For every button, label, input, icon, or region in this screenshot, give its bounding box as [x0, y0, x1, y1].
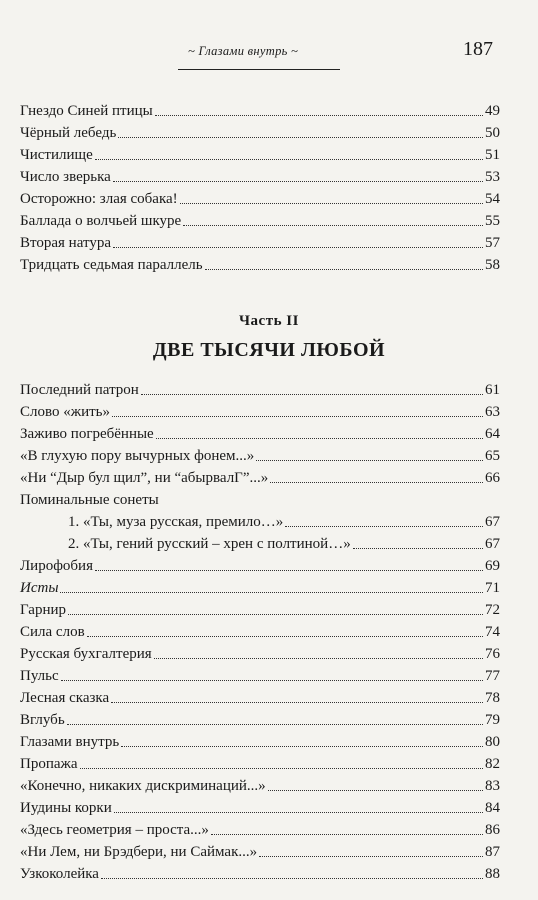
toc-entry — [20, 120, 500, 142]
entry-page: 82 — [485, 756, 500, 772]
entry-title: 1. «Ты, муза русская, премило…» — [68, 514, 284, 530]
toc-entry — [20, 707, 500, 729]
entry-page: 53 — [485, 169, 500, 185]
dot-leader — [101, 878, 483, 879]
entry-page: 69 — [485, 558, 500, 574]
dot-leader — [113, 247, 483, 248]
entry-page: 77 — [485, 668, 500, 684]
toc-entry — [20, 663, 500, 685]
dot-leader — [155, 115, 483, 116]
dot-leader — [156, 438, 483, 439]
toc-entry — [20, 164, 500, 186]
toc-entry — [20, 142, 500, 164]
entry-page: 54 — [485, 191, 500, 207]
entry-page: 72 — [485, 602, 500, 618]
header-rule — [178, 69, 340, 70]
dot-leader — [211, 834, 483, 835]
entry-title: Вторая натура — [20, 235, 111, 251]
toc-subentry — [68, 531, 500, 553]
toc-entry — [20, 186, 500, 208]
entry-title: «Ни “Дыр бул щил”, ни “абырвалГ”...» — [20, 470, 269, 486]
entry-title: «Ни Лем, ни Брэдбери, ни Саймак...» — [20, 844, 258, 860]
dot-leader — [205, 269, 483, 270]
toc-entry — [20, 252, 500, 274]
dot-leader — [68, 614, 483, 615]
dot-leader — [67, 724, 483, 725]
toc-entry — [20, 641, 500, 663]
entry-title: Гарнир — [20, 602, 67, 618]
entry-title: Узкоколейка — [20, 866, 99, 882]
entry-page: 55 — [485, 213, 500, 229]
entry-page: 78 — [485, 690, 500, 706]
entry-page: 63 — [485, 404, 500, 420]
entry-title: Глазами внутрь — [20, 734, 120, 750]
dot-leader — [180, 203, 483, 204]
toc-entry — [20, 817, 500, 839]
toc-entry — [20, 751, 500, 773]
dot-leader — [87, 636, 483, 637]
entry-title: Гнездо Синей птицы — [20, 103, 153, 119]
toc-entry — [20, 839, 500, 861]
entry-page: 51 — [485, 147, 500, 163]
dot-leader — [154, 658, 483, 659]
toc-entry — [20, 685, 500, 707]
entry-title: Русская бухгалтерия — [20, 646, 152, 662]
toc-entry — [20, 377, 500, 399]
entry-title: Лирофобия — [20, 558, 93, 574]
page-number: 187 — [463, 38, 493, 60]
entry-title: Чистилище — [20, 147, 93, 163]
entry-page: 61 — [485, 382, 500, 398]
dot-leader — [353, 548, 483, 549]
dot-leader — [118, 137, 483, 138]
entry-title: Иудины корки — [20, 800, 112, 816]
entry-page: 86 — [485, 822, 500, 838]
entry-page: 66 — [485, 470, 500, 486]
entry-page: 57 — [485, 235, 500, 251]
entry-title: Заживо погребённые — [20, 426, 154, 442]
toc-entry — [20, 795, 500, 817]
dot-leader — [80, 768, 483, 769]
entry-page: 65 — [485, 448, 500, 464]
dot-leader — [121, 746, 483, 747]
entry-title: Лесная сказка — [20, 690, 110, 706]
part-title: ДВЕ ТЫСЯЧИ ЛЮБОЙ — [152, 339, 386, 361]
entry-title: «В глухую пору вычурных фонем...» — [20, 448, 255, 464]
toc-entry — [20, 98, 500, 120]
dot-leader — [111, 702, 483, 703]
dot-leader — [259, 856, 483, 857]
dot-leader — [268, 790, 483, 791]
toc-entry — [20, 729, 500, 751]
dot-leader — [114, 812, 483, 813]
entry-title: Тридцать седьмая параллель — [20, 257, 203, 273]
entry-page: 80 — [485, 734, 500, 750]
entry-page: 67 — [485, 514, 500, 530]
entry-page: 49 — [485, 103, 500, 119]
toc-entry — [20, 861, 500, 883]
entry-title: Последний патрон — [20, 382, 139, 398]
toc-entry — [20, 553, 500, 575]
entry-title: Пропажа — [20, 756, 78, 772]
entry-title: Вглубь — [20, 712, 65, 728]
toc-entry — [20, 230, 500, 252]
toc-entry — [20, 619, 500, 641]
part-label: Часть II — [239, 313, 299, 329]
dot-leader — [60, 592, 483, 593]
entry-title: Число зверька — [20, 169, 111, 185]
entry-page: 58 — [485, 257, 500, 273]
dot-leader — [113, 181, 483, 182]
dot-leader — [270, 482, 483, 483]
entry-title: Пульс — [20, 668, 59, 684]
dot-leader — [183, 225, 483, 226]
entry-page: 74 — [485, 624, 500, 640]
entry-title: Осторожно: злая собака! — [20, 191, 178, 207]
entry-page: 71 — [485, 580, 500, 596]
dot-leader — [256, 460, 483, 461]
entry-page: 88 — [485, 866, 500, 882]
toc-entry-heading — [20, 487, 500, 509]
entry-title: Баллада о волчьей шкуре — [20, 213, 182, 229]
entry-page: 79 — [485, 712, 500, 728]
dot-leader — [285, 526, 483, 527]
toc-entry — [20, 208, 500, 230]
entry-page: 50 — [485, 125, 500, 141]
dot-leader — [95, 159, 483, 160]
entry-title: Поминальные сонеты — [20, 492, 159, 508]
entry-page: 84 — [485, 800, 500, 816]
entry-page: 87 — [485, 844, 500, 860]
toc-entry — [20, 465, 500, 487]
dot-leader — [95, 570, 483, 571]
toc-entry — [20, 597, 500, 619]
entry-title: 2. «Ты, гений русский – хрен с полтиной…» — [68, 536, 351, 552]
dot-leader — [112, 416, 483, 417]
entry-title: Исты — [20, 580, 59, 596]
dot-leader — [61, 680, 483, 681]
toc-entry — [20, 443, 500, 465]
entry-title: «Конечно, никаких дискриминаций...» — [20, 778, 266, 794]
entry-title: Слово «жить» — [20, 404, 111, 420]
entry-page: 67 — [485, 536, 500, 552]
entry-page: 76 — [485, 646, 500, 662]
entry-page: 83 — [485, 778, 500, 794]
toc-entry — [20, 421, 500, 443]
toc-entry — [20, 773, 500, 795]
entry-title: Сила слов — [20, 624, 85, 640]
toc-subentry — [68, 509, 500, 531]
entry-title: «Здесь геометрия – проста...» — [20, 822, 209, 838]
running-header — [0, 0, 538, 75]
entry-title: Чёрный лебедь — [20, 125, 117, 141]
dot-leader — [141, 394, 483, 395]
entry-page: 64 — [485, 426, 500, 442]
toc-entry — [20, 575, 500, 597]
running-title: ~ Глазами внутрь ~ — [188, 44, 299, 58]
toc-entry — [20, 399, 500, 421]
